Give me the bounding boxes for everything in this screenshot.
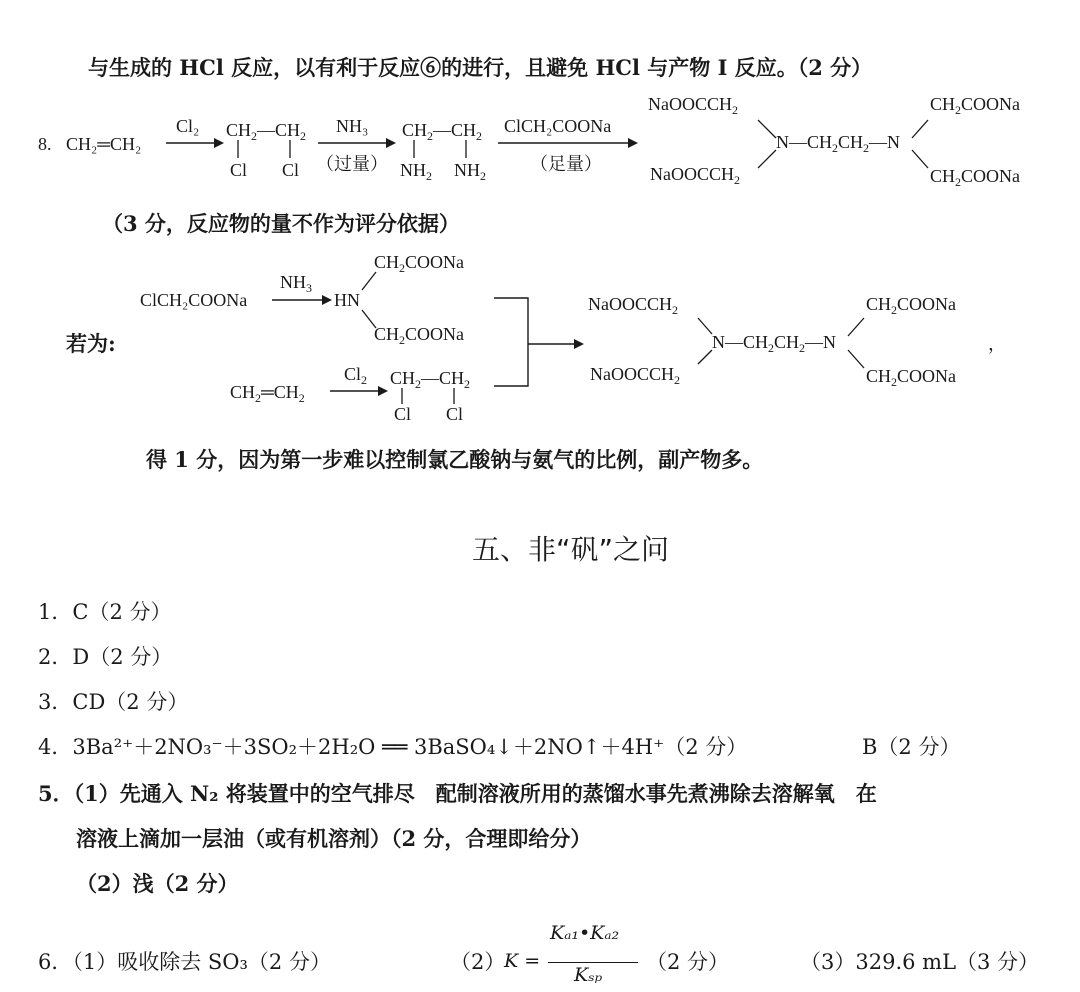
svg-text:NH2: $NH_2$ [400,160,432,183]
svg-text:CH2COONa: $CH_2COONa$ [374,324,465,347]
if-label: 若为: [66,331,116,356]
answer-2 [38,643,172,671]
section-title: 五、非“矾”之问 [472,533,670,566]
fraction-bar [548,962,638,963]
answer-number: 2． [38,645,73,669]
arrow3-reagent: ClCH₂COONa [504,116,612,136]
alt-note: 得 1 分，因为第一步难以控制氯乙酸钠与氨气的比例，副产物多。 [146,447,764,472]
answer-6 [38,948,331,976]
q8-number: 8. [38,134,52,154]
answer-6-part2-label: （2） [450,950,506,974]
svg-text:NH3: $NH_3$ [280,272,312,295]
svg-text:N—CH2CH2—N: $N—CH_2CH_2—N$ [712,332,837,355]
svg-text:NaOOCCH2: NaOOCCH$_2$ [588,294,678,317]
svg-text:CH2COONa: $CH_2COONa$ [374,252,465,275]
dichloroethane-chain: $CH_2—CH_2$ [226,120,307,143]
answer-text: CD（2 分） [72,690,189,714]
answer-3 [38,688,188,716]
answer-4 [38,733,747,761]
formula-denominator: Kₛₚ [574,964,603,986]
svg-text:Cl: Cl [230,160,248,180]
trailing-comma: ， [988,334,1006,354]
svg-text:HN: HN [334,290,360,310]
svg-text:CH2═CH2: $CH_2═CH_2$ [230,382,305,405]
svg-text:Cl: Cl [394,404,412,424]
answer-5-line2: 溶液上滴加一层油（或有机溶剂）（2 分，合理即给分） [76,826,592,851]
answer-6-part1: （1）吸收除去 SO₃（2 分） [72,950,331,974]
answer-number: 3． [38,690,73,714]
answer-1 [38,598,171,626]
svg-text:NaOOCCH2: NaOOCCH$_2$ [648,94,738,117]
answer-6-part3: （3）329.6 mL（3 分） [800,950,1040,974]
arrow3-condition: （足量） [530,154,602,174]
svg-text:Cl2: $Cl_2$ [344,364,368,387]
continuation-line: 与生成的 HCl 反应，以有利于反应⑥的进行，且避免 HCl 与产物 I 反应。（2 分） [88,55,873,80]
svg-text:CH2COONa: $CH_2COONa$ [930,166,1021,189]
arrow2-reagent: NH₃ [336,116,369,136]
alt-start-reagent: ClCH₂COONa [140,290,248,310]
svg-text:CH2COONa: $CH_2COONa$ [930,94,1021,117]
answer-number: 1． [38,600,73,624]
answer-text: C（2 分） [72,600,172,624]
answer-text: D（2 分） [72,645,173,669]
q8-note: （3 分，反应物的量不作为评分依据） [102,211,460,236]
svg-text:CH2COONa: $CH_2COONa$ [866,294,957,317]
svg-text:NaOOCCH2: NaOOCCH$_2$ [590,364,680,387]
svg-text:N—CH2CH2—N: $N—CH_2CH_2—N$ [776,132,901,155]
answer-5 [38,780,877,808]
formula-numerator: Kₐ₁•Kₐ₂ [550,922,620,944]
arrow2-condition: （过量） [316,154,388,174]
svg-text:CH2COONa: $CH_2COONa$ [866,366,957,389]
svg-text:Cl: Cl [282,160,300,180]
ethylenediamine-chain: $CH_2—CH_2$ [402,120,483,143]
answer-number: 4． [38,735,73,759]
svg-text:NaOOCCH2: NaOOCCH$_2$ [650,164,740,187]
svg-text:NH2: $NH_2$ [454,160,486,183]
formula-k: K = [504,950,541,972]
q8-reaction-scheme [0,84,1080,204]
svg-text:CH2—CH2: $CH_2—CH_2$ [390,368,471,391]
answer-4-extra: B（2 分） [862,735,961,759]
answer-text: （1）先通入 N₂ 将装置中的空气排尽 配制溶液所用的蒸馏水事先煮沸除去溶解氧 在 [73,781,877,806]
answer-5-line3: （2）浅（2 分） [76,871,239,896]
alt-route-scheme [0,240,1080,440]
arrow1-reagent: Cl₂ [176,116,200,136]
answer-number: 5． [38,781,74,806]
answer-6-part2-score: （2 分） [646,950,730,974]
answer-text: 3Ba²⁺＋2NO₃⁻＋3SO₂＋2H₂O ══ 3BaSO₄↓＋2NO↑＋4H⁺（2 分） [72,735,748,759]
ethylene-label: CH₂═CH₂ [66,134,142,154]
svg-text:Cl: Cl [446,404,464,424]
answer-number: 6． [38,950,73,974]
